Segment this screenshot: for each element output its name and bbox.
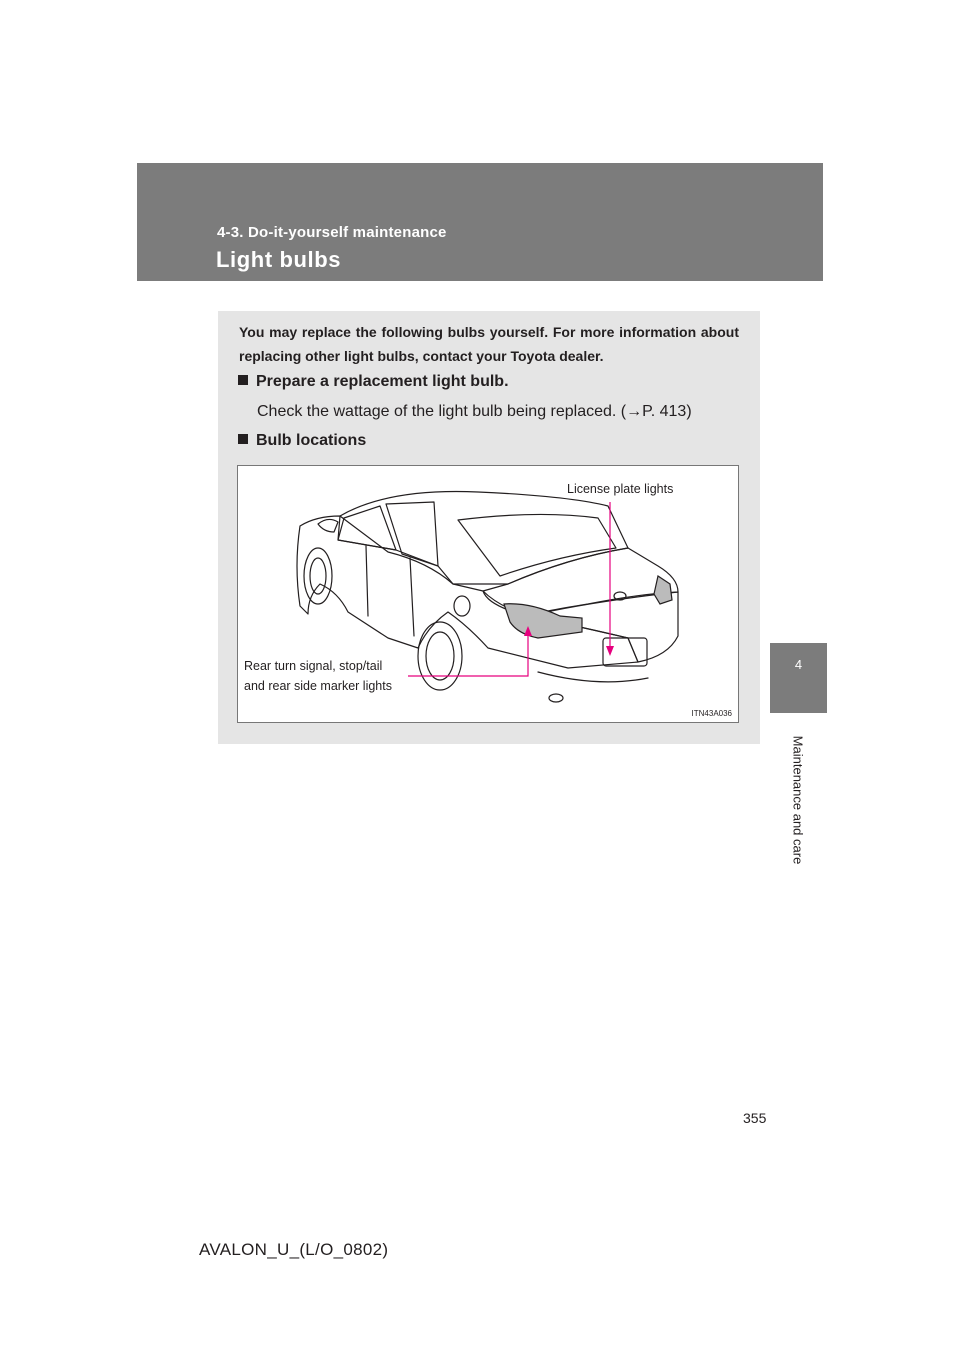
- prepare-text: [257, 403, 692, 421]
- prepare-text-before: Check the wattage of the light bulb being replaced. (: [257, 403, 627, 420]
- intro-text: You may replace the following bulbs yourself. For more information about replacing other light bulbs, contact your Toyota dealer.: [239, 324, 739, 364]
- header-band: [137, 163, 823, 281]
- prepare-heading-text: Prepare a replacement light bulb.: [256, 373, 509, 390]
- section-label: 4-3. Do-it-yourself maintenance: [217, 224, 447, 241]
- chapter-label: Maintenance and care: [790, 735, 806, 865]
- footer-code: AVALON_U_(L/O_0802): [199, 1240, 389, 1259]
- prepare-heading: [238, 373, 509, 391]
- locations-heading-text: Bulb locations: [256, 432, 367, 449]
- page-number: 355: [743, 1110, 767, 1126]
- content-box: [218, 311, 760, 744]
- arrow-right-icon: →: [626, 403, 643, 420]
- page-title: Light bulbs: [216, 247, 342, 272]
- page-reference-link[interactable]: P. 413): [642, 403, 692, 420]
- square-bullet-icon: [238, 375, 248, 385]
- rear-lights-callout-line1: Rear turn signal, stop/tail: [244, 659, 383, 673]
- rear-lights-callout-line2: and rear side marker lights: [244, 679, 392, 693]
- bulb-locations-figure: [237, 465, 739, 723]
- chapter-tab: [770, 643, 827, 713]
- license-plate-callout: License plate lights: [567, 482, 674, 496]
- locations-heading: [238, 432, 366, 450]
- chapter-number: 4: [794, 657, 803, 672]
- figure-code: ITN43A036: [691, 709, 732, 718]
- square-bullet-icon: [238, 434, 248, 444]
